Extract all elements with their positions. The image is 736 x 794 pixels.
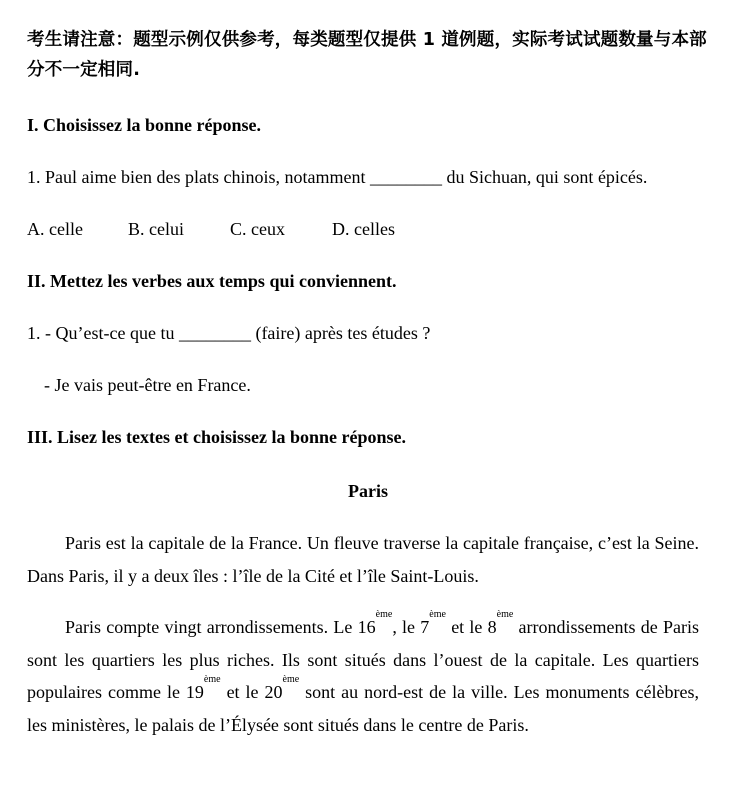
section-2-answer: - Je vais peut-être en France. <box>44 375 251 395</box>
section-2-heading: II. Mettez les verbes aux temps qui conviennent. <box>27 271 397 291</box>
option-d: D. celles <box>332 219 395 239</box>
exam-notice: 考生请注意：题型示例仅供参考，每类题型仅提供 1 道例题，实际考试试题数量与本部分不一定相同. <box>27 30 707 80</box>
paragraph-2-text: et le 8 <box>445 617 497 637</box>
paragraph-2-text: et le 20 <box>220 682 283 702</box>
paragraph-1 <box>27 527 699 592</box>
section-2-question: 1. - Qu’est-ce que tu ________ (faire) après tes études ? <box>27 323 431 343</box>
ordinal-suffix: ème <box>496 609 514 620</box>
paragraph-1-text: Paris est la capitale de la France. Un fleuve traverse la capitale française, c’est la Seine. Dans Paris, il y a deux îles : l’île de la Cité et l’île Saint-Louis. <box>27 533 699 586</box>
ordinal-suffix: ème <box>282 674 300 685</box>
section-1-question: 1. Paul aime bien des plats chinois, notamment ________ du Sichuan, qui sont épicés. <box>27 167 648 187</box>
paragraph-2 <box>27 611 699 741</box>
ordinal-suffix: ème <box>203 674 221 685</box>
option-a: A. celle <box>27 219 83 239</box>
ordinal-suffix: ème <box>375 609 393 620</box>
option-b: B. celui <box>128 219 184 239</box>
section-1-heading: I. Choisissez la bonne réponse. <box>27 115 262 135</box>
paragraph-2-text: arrondissements de Paris sont les quartiers les plus riches. Ils sont situés dans l’ouest de la capitale. Les quartiers populaires comme le 19 <box>27 617 699 702</box>
section-3-heading: III. Lisez les textes et choisissez la bonne réponse. <box>27 427 406 447</box>
option-c: C. ceux <box>230 219 285 239</box>
ordinal-suffix: ème <box>429 609 446 620</box>
answer-options <box>27 218 395 240</box>
text-title: Paris <box>348 481 388 501</box>
paragraph-2-text: Paris compte vingt arrondissements. Le 16 <box>65 617 376 637</box>
paragraph-2-text: , le 7 <box>392 617 430 637</box>
paragraph-2-text: sont au nord-est de la ville. Les monuments célèbres, les ministères, le palais de l’Élysée sont situés dans le centre de Paris. <box>27 682 699 735</box>
